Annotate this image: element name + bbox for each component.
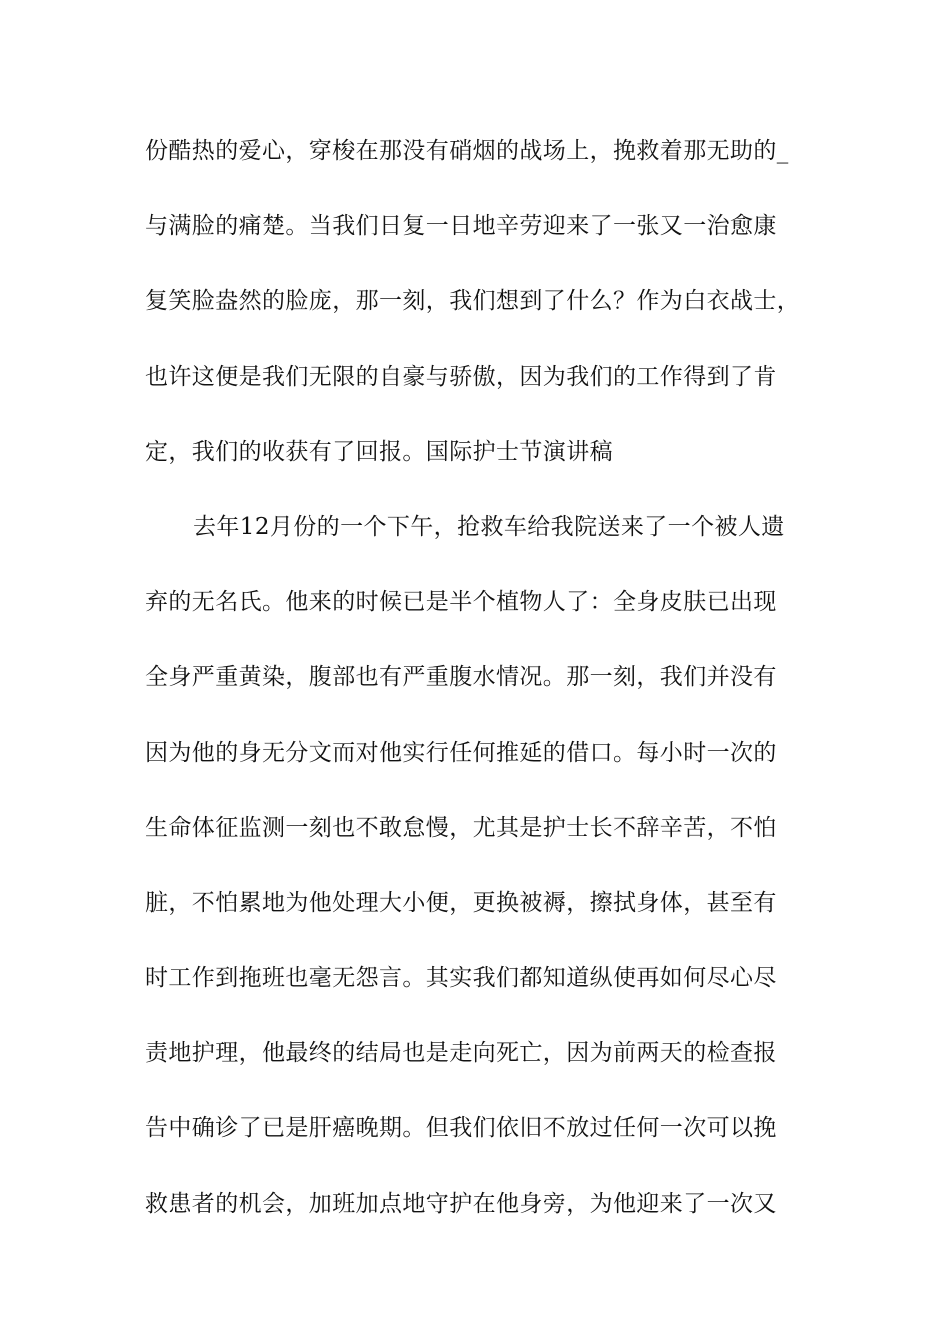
text-line: 份酷热的爱心，穿梭在那没有硝烟的战场上，挽救着那无助的_ — [145, 138, 789, 164]
text-line: 定，我们的收获有了回报。国际护士节演讲稿 — [145, 438, 613, 465]
text-line: 告中确诊了已是肝癌晚期。但我们依旧不放过任何一次可以挽 — [145, 1115, 777, 1142]
text-line: 生命体征监测一刻也不敢怠慢，尤其是护士长不辞辛苦，不怕 — [145, 814, 777, 841]
text-line: 复笑脸盎然的脸庞，那一刻，我们想到了什么？作为白衣战士， — [145, 288, 801, 315]
text-line: 也许这便是我们无限的自豪与骄傲，因为我们的工作得到了肯 — [145, 363, 777, 390]
text-line: 救患者的机会，加班加点地守护在他身旁，为他迎来了一次又 — [145, 1190, 777, 1217]
text-line: 全身严重黄染，腹部也有严重腹水情况。那一刻，我们并没有 — [145, 664, 777, 691]
text-line: 责地护理，他最终的结局也是走向死亡，因为前两天的检查报 — [145, 1040, 777, 1067]
text-line: 弃的无名氏。他来的时候已是半个植物人了：全身皮肤已出现 — [145, 589, 777, 616]
text-line: 脏，不怕累地为他处理大小便，更换被褥，擦拭身体，甚至有 — [145, 889, 777, 916]
text-line: 与满脸的痛楚。当我们日复一日地辛劳迎来了一张又一治愈康 — [145, 213, 777, 240]
text-line: 因为他的身无分文而对他实行任何推延的借口。每小时一次的 — [145, 739, 777, 766]
paragraph-first-line: 去年12月份的一个下午，抢救车给我院送来了一个被人遗 — [193, 513, 785, 540]
document-body — [145, 124, 825, 1252]
text-line: 时工作到拖班也毫无怨言。其实我们都知道纵使再如何尽心尽 — [145, 965, 777, 992]
